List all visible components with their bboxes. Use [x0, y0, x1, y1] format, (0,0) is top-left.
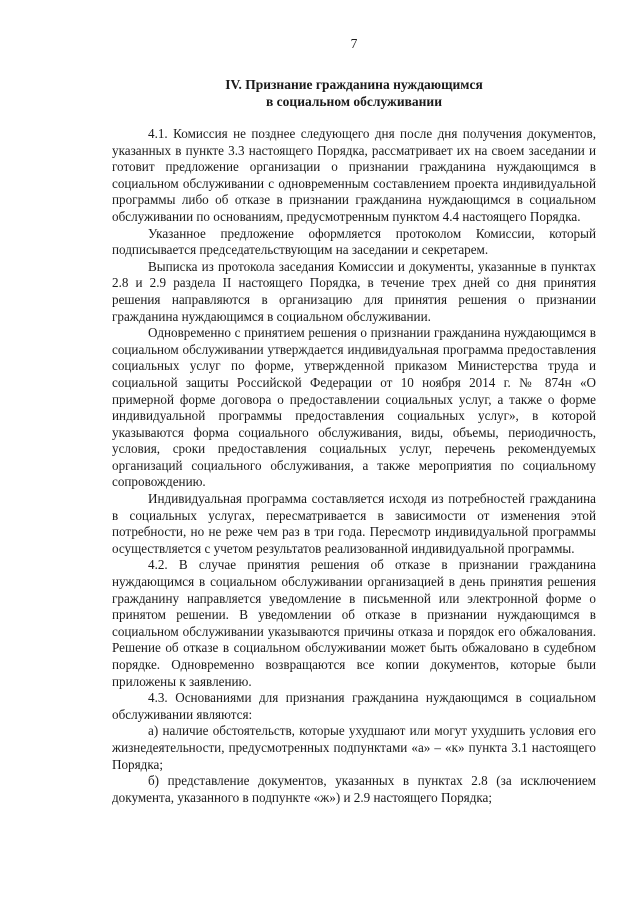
list-item-a: а) наличие обстоятельств, которые ухудшают или могут ухудшить условия его жизнедеятельности, предусмотренных подпунктами «а» – «к» пункта 3.1 настоящего Порядка;	[112, 723, 596, 772]
section-heading	[112, 76, 596, 110]
list-item-b: б) представление документов, указанных в пунктах 2.8 (за исключением документа, указанного в подпункте «ж») и 2.9 настоящего Порядка;	[112, 773, 596, 805]
section-heading-line-2: в социальном обслуживании	[266, 94, 442, 109]
paragraph-4-1: 4.1. Комиссия не позднее следующего дня после дня получения документов, указанных в пункте 3.3 настоящего Порядка, рассматривает их на своем заседании и готовит предложение организации о признании гражданина нуждающимся в социальном обслуживании с одновременным составлением проекта индивидуальной программы либо об отказе в признании гражданина нуждающимся в социальном обслуживании по основаниям, предусмотренным пунктом 4.4 настоящего Порядка.	[112, 126, 596, 224]
section-heading-line-1: IV. Признание гражданина нуждающимся	[225, 77, 483, 92]
paragraph-protocol: Указанное предложение оформляется протоколом Комиссии, который подписывается председательствующим на заседании и секретарем.	[112, 225, 596, 258]
page-number: 7	[350, 36, 358, 51]
paragraph-4-2: 4.2. В случае принятия решения об отказе в признании гражданина нуждающимся в социальном обслуживании организацией в день принятия решения гражданину направляется уведомление в письменной или электронной форме о принятом решении. В уведомлении об отказе в признании нуждающимся в социальном обслуживании указываются причины отказа и порядок его обжалования. Решение об отказе в социальном обслуживании может быть обжаловано в судебном порядке. Одновременно возвращаются все копии документов, которые были приложены к заявлению.	[112, 557, 596, 689]
paragraph-4-3: 4.3. Основаниями для признания гражданина нуждающимся в социальном обслуживании являются:	[112, 690, 596, 722]
paragraph-individual-program-approval: Одновременно с принятием решения о признании гражданина нуждающимся в социальном обслуживании утверждается индивидуальная программа предоставления социальных услуг по форме, утвержденной приказом Министерства труда и социальной защиты Российской Федерации от 10 ноября 2014 г. № 874н «О примерной форме договора о предоставлении социальных услуг, а также о форме индивидуальной программы предоставления социальных услуг», в которой указываются форма социального обслуживания, виды, объемы, периодичность, условия, сроки предоставления социальных услуг, перечень рекомендуемых организаций социального обслуживания, а также мероприятия по социальному сопровождению.	[112, 325, 596, 490]
paragraph-extract: Выписка из протокола заседания Комиссии и документы, указанные в пунктах 2.8 и 2.9 раздела II настоящего Порядка, в течение трех дней со дня принятия решения направляются в организацию для принятия решения о признании гражданина нуждающимся в социальном обслуживании.	[112, 258, 596, 324]
paragraph-individual-program-review: Индивидуальная программа составляется исходя из потребностей гражданина в социальных услугах, пересматривается в зависимости от изменения этой потребности, но не реже чем раз в три года. Пересмотр индивидуальной программы осуществляется с учетом результатов реализованной индивидуальной программы.	[112, 491, 596, 556]
document-body	[112, 126, 596, 806]
